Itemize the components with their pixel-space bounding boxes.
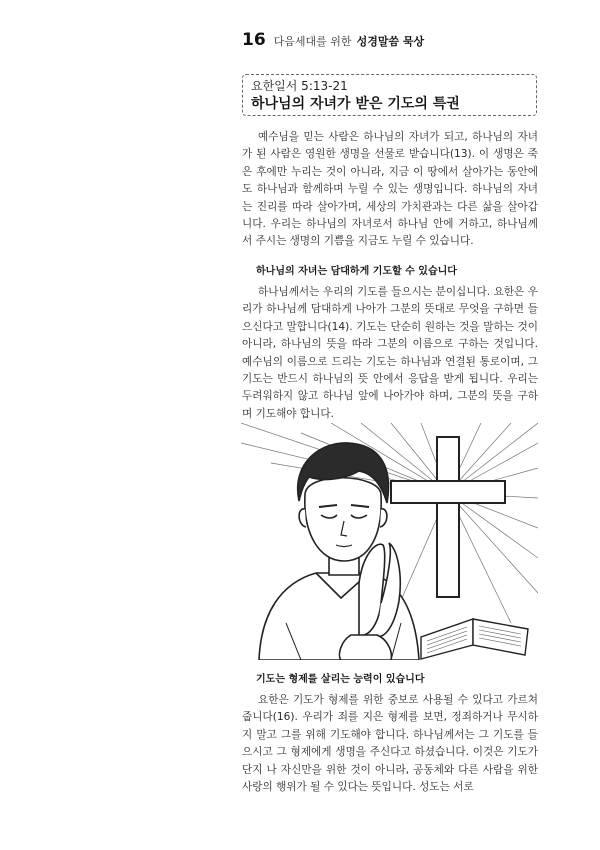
intro-paragraph: 예수님을 믿는 사람은 하나님의 자녀가 되고, 하나님의 자녀가 된 사람은 영원한 생명을 선물로 받습니다(13). 이 생명은 죽은 후에만 누리는 것이 아니라, 지금 이 땅에서 살아가는 동안에도 하나님과 함께하며 누릴 수 있는 생명입니다. 하나님의 자녀는 진리를 따라 살아가며, 세상의 가치관과는 다른 삶을 살아갑니다. 우리는 하나님의 자녀로서 하나님 안에 거하고, 하나님께서 주시는 생명의 기쁨을 지금도 누릴 수 있습니다. (242, 131, 538, 248)
running-header (242, 30, 424, 52)
page-title: 하나님의 자녀가 받은 기도의 특권 (251, 96, 460, 112)
subheading-bold-prayer: 하나님의 자녀는 담대하게 기도할 수 있습니다 (256, 266, 457, 277)
subheading-intercession: 기도는 형제를 살리는 능력이 있습니다 (256, 674, 425, 685)
scripture-reference: 요한일서 5:13-21 (251, 79, 348, 93)
page-number: 16 (242, 30, 266, 50)
praying-boy-illustration (241, 423, 538, 660)
title-box (242, 74, 537, 116)
intercession-paragraph: 요한은 기도가 형제를 위한 중보로 사용될 수 있다고 가르쳐 줍니다(16). 우리가 죄를 지은 형제를 보면, 정죄하거나 무시하지 말고 그를 위해 기도해야 합니다. 하나님께서는 그 기도를 들으시고 그 형제에게 생명을 주신다고 하셨습니다. 이것은 기도가 단지 나 자신만을 위한 것이 아니라, 공동체와 다른 사람을 위한 사랑의 행위가 될 수 있다는 뜻입니다. 성도는 서로 (242, 694, 538, 794)
prayer-paragraph: 하나님께서는 우리의 기도를 들으시는 분이십니다. 요한은 우리가 하나님께 담대하게 나아가 그분의 뜻대로 무엇을 구하면 들으신다고 말합니다(14). 기도는 단순히 원하는 것을 말하는 것이 아니라, 하나님의 뜻을 따라 그분의 이름으로 구하는 것입니다. 예수님의 이름으로 드리는 기도는 하나님과 연결된 통로이며, 그 기도는 반드시 하나님의 뜻 안에서 응답을 받게 됩니다. 우리는 두려워하지 않고 하나님 앞에 나아가야 하며, 그분의 뜻을 구하며 기도해야 합니다. (242, 286, 538, 420)
series-title: 다음세대를 위한 (273, 35, 352, 48)
series-title-bold: 성경말씀 묵상 (356, 35, 425, 48)
